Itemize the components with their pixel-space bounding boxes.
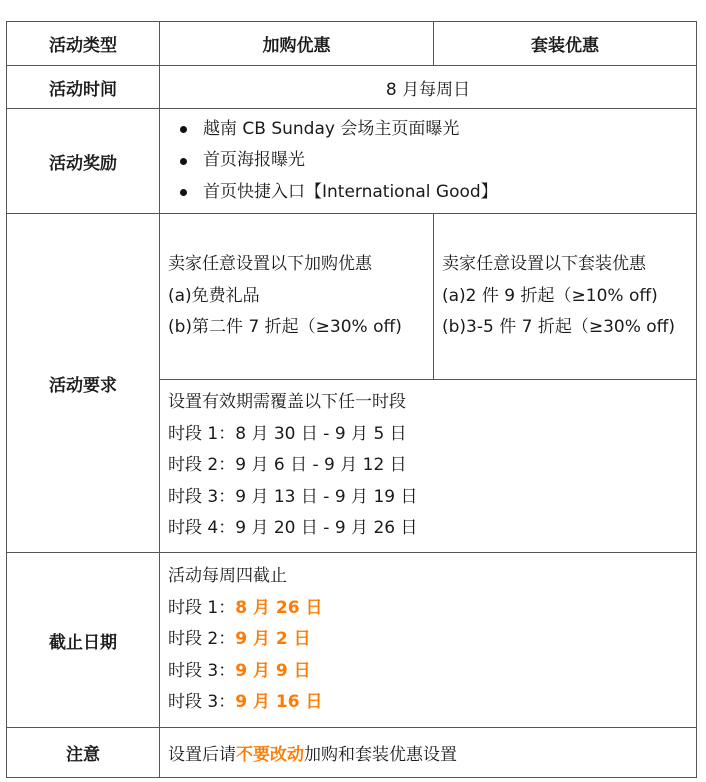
deadline-intro: 活动每周四截止 bbox=[168, 566, 287, 587]
period-item: 时段 2：9 月 6 日 - 9 月 12 日 bbox=[168, 455, 407, 476]
bullet-icon bbox=[180, 189, 187, 196]
deadline-item bbox=[168, 656, 688, 688]
note-before: 设置后请 bbox=[168, 745, 236, 765]
addon-line: (a)免费礼品 bbox=[168, 285, 260, 306]
note-after: 加购和套装优惠设置 bbox=[304, 745, 457, 765]
period-list bbox=[160, 380, 697, 553]
time-row bbox=[7, 66, 697, 109]
type-label: 活动类型 bbox=[7, 22, 160, 66]
deadline-prefix: 时段 1： bbox=[168, 597, 236, 618]
period-item: 时段 1：8 月 30 日 - 9 月 5 日 bbox=[168, 423, 407, 444]
reward-item: 越南 CB Sunday 会场主页面曝光 bbox=[203, 118, 460, 139]
addon-requirement bbox=[160, 214, 434, 380]
deadline-item bbox=[168, 593, 688, 625]
addon-header: 加购优惠 bbox=[160, 22, 434, 66]
addon-line: 卖家任意设置以下加购优惠 bbox=[168, 254, 372, 275]
bundle-line: (b)3-5 件 7 折起（≥30% off) bbox=[442, 317, 676, 338]
reward-item: 首页快捷入口【International Good】 bbox=[203, 181, 498, 202]
reward-list bbox=[160, 109, 697, 214]
reward-label: 活动奖励 bbox=[7, 109, 160, 214]
addon-line: (b)第二件 7 折起（≥30% off) bbox=[168, 317, 402, 338]
bullet-icon bbox=[180, 158, 187, 165]
note-row bbox=[7, 728, 697, 778]
deadline-row bbox=[7, 553, 697, 728]
list-item bbox=[160, 177, 696, 209]
period-item: 时段 3：9 月 13 日 - 9 月 19 日 bbox=[168, 486, 418, 507]
reward-item: 首页海报曝光 bbox=[203, 150, 305, 171]
deadline-date: 9 月 16 日 bbox=[235, 692, 323, 713]
deadline-prefix: 时段 3： bbox=[168, 660, 236, 681]
reward-row bbox=[7, 109, 697, 214]
requirement-row bbox=[7, 214, 697, 380]
bullet-icon bbox=[180, 126, 187, 133]
deadline-label: 截止日期 bbox=[7, 553, 160, 728]
note-highlight: 不要改动 bbox=[236, 745, 304, 765]
list-item bbox=[160, 145, 696, 177]
period-intro: 设置有效期需覆盖以下任一时段 bbox=[168, 392, 406, 413]
deadline-item bbox=[168, 624, 688, 656]
bundle-line: 卖家任意设置以下套装优惠 bbox=[442, 254, 646, 275]
bundle-requirement bbox=[434, 214, 697, 380]
bundle-line: (a)2 件 9 折起（≥10% off) bbox=[442, 285, 658, 306]
deadline-prefix: 时段 2： bbox=[168, 629, 236, 650]
deadline-date: 8 月 26 日 bbox=[235, 597, 323, 618]
note-text bbox=[160, 728, 697, 778]
deadline-list bbox=[160, 553, 697, 728]
header-row bbox=[7, 22, 697, 66]
time-label: 活动时间 bbox=[7, 66, 160, 109]
deadline-date: 9 月 9 日 bbox=[235, 660, 311, 681]
period-item: 时段 4：9 月 20 日 - 9 月 26 日 bbox=[168, 518, 418, 539]
promotion-table bbox=[6, 21, 697, 778]
note-label: 注意 bbox=[7, 728, 160, 778]
deadline-date: 9 月 2 日 bbox=[235, 629, 311, 650]
requirement-label: 活动要求 bbox=[7, 214, 160, 553]
deadline-item bbox=[168, 687, 688, 719]
bundle-header: 套装优惠 bbox=[434, 22, 697, 66]
deadline-prefix: 时段 3： bbox=[168, 692, 236, 713]
time-value: 8 月每周日 bbox=[160, 66, 697, 109]
list-item bbox=[160, 114, 696, 146]
